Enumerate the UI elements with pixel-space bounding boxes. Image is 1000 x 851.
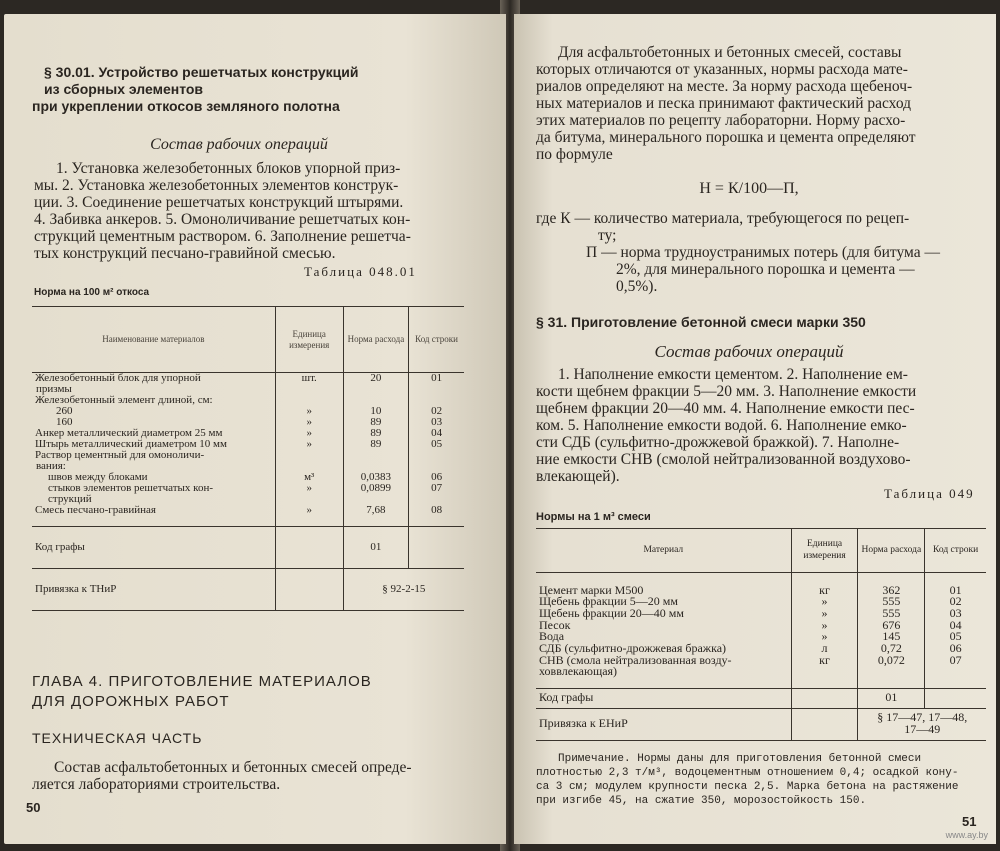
right-ops-text (536, 366, 984, 485)
left-cell-material: струкций (48, 493, 92, 505)
left-cell-material: Смесь песчано-гравийная (35, 504, 156, 516)
left-cell-unit (275, 384, 343, 395)
left-cell-unit: » (275, 483, 343, 494)
left-table-row (32, 505, 464, 516)
left-cell-code (409, 384, 464, 395)
left-section-title-line: из сборных элементов (44, 81, 204, 97)
left-ops-line: струкций цементным раствором. 6. Заполнение решетча- (34, 228, 411, 245)
right-binding-line: 17—49 (904, 722, 941, 737)
note-line: са 3 см; модулем крупности песка 2,5. Марка бетона на растяжение (536, 781, 959, 793)
intro-line: этих материалов по рецепту лабораторни. Норму расхо- (536, 112, 906, 129)
right-cell-code: 03 (925, 608, 986, 620)
note-line: при изгибе 45, на сжатие 350, морозостойкость 150. (536, 795, 867, 807)
left-cell-norm: 0,0383 (343, 472, 409, 483)
left-binding-label: Привязка к ТНиР (35, 582, 117, 595)
left-cell-material: Штырь металлический диаметром 10 мм (35, 438, 227, 450)
right-ops-line: сти СДБ (сульфитно-дрожжевой бражкой). 7. Наполне- (536, 434, 900, 451)
right-col-header: Единица измерения (791, 529, 858, 573)
where-line: 0,5%). (616, 278, 658, 295)
right-ops-line: влекающей). (536, 468, 620, 485)
left-code-label: Код графы (35, 540, 85, 553)
right-cell-code: 04 (925, 620, 986, 632)
left-table-row (32, 373, 464, 385)
right-cell-material: Щебень фракции 5—20 мм (539, 594, 678, 609)
left-ops-line: ции. 3. Соединение решетчатых конструкций штырями. (34, 194, 404, 211)
left-section-title-line: § 30.01. Устройство решетчатых конструкций (44, 64, 359, 80)
watermark: www.ay.by (945, 830, 988, 840)
right-col-header: Норма расхода (858, 529, 925, 573)
left-cell-unit: » (275, 417, 343, 428)
left-cell-norm: 10 (343, 406, 409, 417)
right-cell-unit: » (791, 620, 858, 632)
right-col-header: Материал (643, 544, 684, 555)
right-cell-norm: 362 (858, 585, 925, 597)
right-ops-line: 1. Наполнение емкости цементом. 2. Наполнение ем- (558, 366, 908, 383)
left-cell-code: 08 (409, 505, 464, 516)
note-text (536, 752, 986, 808)
right-binding-line: § 17—47, 17—48, (877, 710, 968, 725)
where-line: П — норма трудноустранимых потерь (для битума — (586, 244, 940, 261)
left-col-header: Наименование материалов (102, 334, 205, 344)
left-col-header: Норма расхода (343, 307, 409, 373)
right-binding-label: Привязка к ЕНиР (539, 716, 628, 731)
tech-line: Состав асфальтобетонных и бетонных смесей опреде- (54, 759, 412, 776)
left-cell-unit: » (275, 439, 343, 450)
left-cell-code: 03 (409, 417, 464, 428)
left-cell-material: вания: (36, 460, 66, 472)
where-text (536, 210, 984, 295)
left-cell-code: 04 (409, 428, 464, 439)
right-cell-unit: » (791, 631, 858, 643)
left-norm-table (32, 306, 464, 611)
left-cell-norm: 0,0899 (343, 483, 409, 494)
left-section-title-line: при укреплении откосов земляного полотна (32, 98, 340, 114)
left-page-number: 50 (26, 800, 41, 815)
right-cell-code (925, 666, 986, 678)
right-table-row (536, 608, 986, 620)
left-cell-code: 06 (409, 472, 464, 483)
right-ops-title: Состав рабочих операций (654, 342, 844, 361)
right-cell-unit: кг (791, 585, 858, 597)
left-cell-unit: м³ (275, 472, 343, 483)
left-norm-label: Норма на 100 м² откоса (34, 287, 150, 298)
where-line: где К — количество материала, требующегося по рецеп- (536, 210, 910, 227)
intro-line: риалов определяют на месте. За норму расхода щебеноч- (536, 78, 913, 95)
left-ops-line: 1. Установка железобетонных блоков упорной приз- (56, 160, 401, 177)
left-cell-material: Железобетонный элемент длиной, см: (35, 394, 213, 406)
left-col-header: Единица измерения (275, 307, 343, 373)
right-cell-norm: 0,072 (858, 655, 925, 667)
left-col-header: Код строки (409, 307, 464, 373)
left-table-row (32, 483, 464, 494)
tech-line: ляется лабораториями строительства. (32, 776, 281, 793)
right-section-title: § 31. Приготовление бетонной смеси марки 350 (536, 314, 866, 330)
right-cell-norm: 145 (858, 631, 925, 643)
left-table-label: Таблица 048.01 (304, 264, 417, 279)
right-code-value: 01 (858, 688, 925, 708)
right-cell-unit: л (791, 643, 858, 655)
right-table-row (536, 666, 986, 678)
left-cell-unit (275, 450, 343, 461)
left-ops-line: 4. Забивка анкеров. 5. Омоноличивание решетчатых кон- (34, 211, 411, 228)
right-cell-unit: кг (791, 655, 858, 667)
tech-title: ТЕХНИЧЕСКАЯ ЧАСТЬ (32, 730, 203, 746)
tech-text (32, 759, 462, 793)
left-cell-unit: » (275, 406, 343, 417)
right-cell-code: 06 (925, 643, 986, 655)
left-table-row (32, 406, 464, 417)
right-binding-value (858, 708, 986, 740)
right-cell-norm: 555 (858, 596, 925, 608)
right-cell-norm (858, 666, 925, 678)
right-col-header: Код строки (925, 529, 986, 573)
left-code-value: 01 (343, 526, 409, 568)
left-table-row (32, 450, 464, 461)
right-cell-code: 05 (925, 631, 986, 643)
left-ops-text (34, 160, 462, 262)
note-line: плотностью 2,3 т/м³, водоцементным отношением 0,4; осадкой кону- (536, 767, 959, 779)
right-ops-line: ком. 5. Наполнение емкости водой. 6. Наполнение емко- (536, 417, 907, 434)
right-cell-code: 02 (925, 596, 986, 608)
right-cell-material: СДБ (сульфитно-дрожжевая бражка) (539, 641, 727, 656)
where-line: 2%, для минерального порошка и цемента — (616, 261, 915, 278)
right-cell-code: 01 (925, 585, 986, 597)
left-cell-norm: 89 (343, 417, 409, 428)
right-cell-material: Песок (539, 617, 571, 632)
right-code-label: Код графы (539, 690, 594, 705)
left-cell-material: Раствор цементный для омоноличи- (35, 449, 205, 461)
left-cell-unit: » (275, 505, 343, 516)
chapter-title (32, 672, 472, 712)
left-ops-title: Состав рабочих операций (150, 136, 328, 153)
right-cell-material: Щебень фракции 20—40 мм (539, 605, 684, 620)
right-cell-code: 07 (925, 655, 986, 667)
left-cell-unit: шт. (275, 373, 343, 385)
right-table-label: Таблица 049 (884, 486, 975, 501)
intro-line: по формуле (536, 146, 613, 163)
right-cell-material: ховвлекающая) (539, 664, 618, 679)
chapter-title-line: ДЛЯ ДОРОЖНЫХ РАБОТ (32, 693, 230, 710)
left-cell-material: призмы (36, 383, 72, 395)
right-ops-line: ние емкости СНВ (смолой нейтрализованной воздухово- (536, 451, 911, 468)
left-cell-norm: 89 (343, 428, 409, 439)
left-table-row (32, 395, 464, 406)
right-page (514, 14, 996, 844)
intro-text (536, 44, 984, 163)
right-cell-norm: 676 (858, 620, 925, 632)
right-cell-norm: 0,72 (858, 643, 925, 655)
left-cell-code (409, 450, 464, 461)
intro-line: Для асфальтобетонных и бетонных смесей, составы (558, 44, 902, 61)
right-table-body (536, 582, 986, 689)
formula: Н = К/100—П, (699, 180, 799, 197)
intro-line: ных материалов и песка принимают фактический расход (536, 95, 912, 112)
left-cell-code: 01 (409, 373, 464, 385)
right-cell-material: Вода (539, 629, 565, 644)
left-ops-line: мы. 2. Установка железобетонных элементов конструк- (34, 177, 399, 194)
chapter-title-line: ГЛАВА 4. ПРИГОТОВЛЕНИЕ МАТЕРИАЛОВ (32, 673, 372, 690)
left-ops-line: тых конструкций песчано-гравийной смесью. (34, 245, 336, 262)
right-page-number: 51 (962, 814, 977, 829)
left-table-body (32, 373, 464, 527)
right-cell-material: СНВ (смола нейтрализованная возду- (539, 652, 732, 667)
left-cell-norm (343, 450, 409, 461)
left-cell-material: 260 (56, 405, 73, 417)
right-cell-norm: 555 (858, 608, 925, 620)
right-norm-label: Нормы на 1 м³ смеси (536, 511, 651, 523)
left-cell-material: 160 (56, 416, 73, 428)
left-cell-norm (343, 384, 409, 395)
left-cell-norm: 20 (343, 373, 409, 385)
intro-line: которых отличаются от указанных, нормы расхода мате- (536, 61, 908, 78)
intro-line: да битума, минерального порошка и цемента определяют (536, 129, 916, 146)
right-ops-line: кости щебнем фракции 5—20 мм. 3. Наполнение емкости (536, 383, 917, 400)
right-cell-unit: » (791, 596, 858, 608)
left-section-title (32, 64, 444, 115)
right-cell-material: Цемент марки М500 (539, 582, 644, 597)
right-cell-unit: » (791, 608, 858, 620)
where-line: ту; (598, 227, 617, 244)
note-line: Примечание. Нормы даны для приготовления бетонной смеси (558, 753, 922, 765)
left-binding-value: § 92-2-15 (343, 568, 464, 610)
left-page (4, 14, 506, 844)
right-cell-unit (791, 666, 858, 678)
right-table-row (536, 620, 986, 632)
left-cell-material: Анкер металлический диаметром 25 мм (35, 427, 223, 439)
left-cell-norm: 89 (343, 439, 409, 450)
left-cell-code: 07 (409, 483, 464, 494)
left-cell-material: швов между блоками (48, 471, 148, 483)
left-cell-material: Железобетонный блок для упорной (35, 372, 201, 384)
left-cell-norm: 7,68 (343, 505, 409, 516)
right-ops-line: щебнем фракции 20—40 мм. 4. Наполнение емкости пес- (536, 400, 915, 417)
left-cell-code: 05 (409, 439, 464, 450)
left-cell-material: стыков элементов решетчатых кон- (48, 482, 213, 494)
left-cell-code: 02 (409, 406, 464, 417)
left-cell-unit: » (275, 428, 343, 439)
right-norm-table (536, 528, 986, 741)
